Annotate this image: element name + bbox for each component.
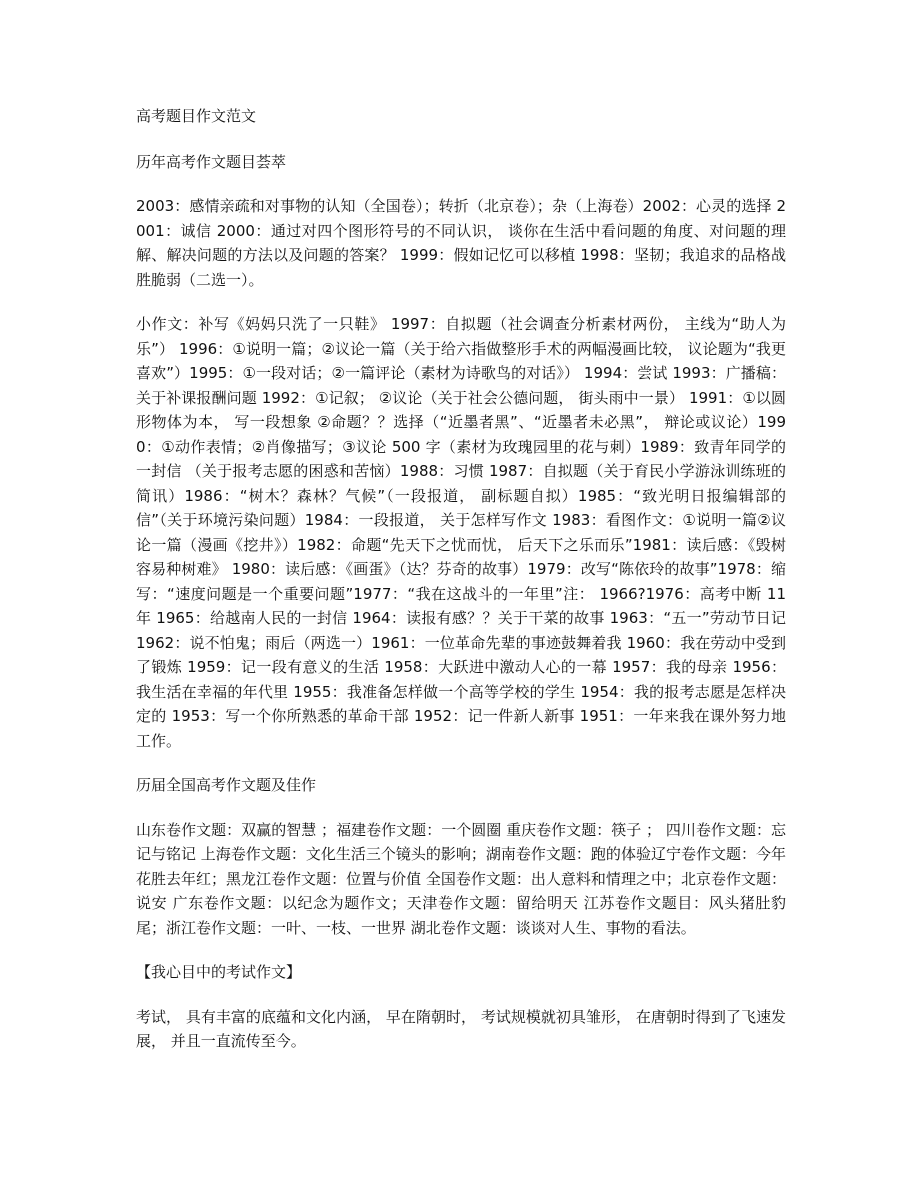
document-title: 高考题目作文范文 [136,107,257,125]
section-heading-national-topics: 历届全国高考作文题及佳作 [136,776,317,794]
paragraph-small-essays: 小作文：补写《妈妈只洗了一只鞋》 1997：自拟题（社会调查分析素材两份， 主线为“助人为乐”） 1996：①说明一篇；②议论一篇（关于给六指做整形手术的两幅漫画比较， 议论题为“我更喜欢”）1995：①一段对话；②一篇评论（素材为诗歌鸟的对话》） 1994：尝试 1993：广播稿：关于补课报酬问题 1992：①记叙； ②议论（关于社会公德问题， 街头雨中一景） 1991：①以圆形物体为本， 写一段想象 ②命题？？选择（“近墨者黑”、“近墨者未必黑”， 辩论或议论）1990：①动作表情；②肖像描写；③议论 500 字（素材为玫瑰园里的花与刺）1989：致青年同学的一封信 （关于报考志愿的困惑和苦恼）1988：习惯 1987：自拟题（关于育民小学游泳训练班的简讯）1986：“树木？森林？气候”（一段报道， 副标题自拟）1985：“致光明日报编辑部的信”（关于环境污染问题）1984：一段报道， 关于怎样写作文 1983：看图作文：①说明一篇②议论一篇（漫画《挖井》）1982：命题“先天下之忧而忧， 后天下之乐而乐”1981：读后感：《毁树容易种树难》 1980：读后感：《画蛋》（达？芬奇的故事）1979：改写“陈依玲的故事”1978：缩写：“速度问题是一个重要问题”1977：“我在这战斗的一年里”注： 1966?1976：高考中断 11 年 1965：给越南人民的一封信 1964：读报有感？？关于干菜的故事 1963：“五一”劳动节日记 1962：说不怕鬼；雨后（两选一）1961：一位革命先辈的事迹鼓舞着我 1960：我在劳动中受到了锻炼 1959：记一段有意义的生活 1958：大跃进中激动人心的一幕 1957：我的母亲 1956：我生活在幸福的年代里 1955：我准备怎样做一个高等学校的学生 1954：我的报考志愿是怎样决定的 1953：写一个你所熟悉的革命干部 1952：记一件新人新事 1951：一年来我在课外努力地工作。 [136,315,786,750]
section-heading-my-exam-essay: 【我心目中的考试作文】 [136,963,302,981]
section-heading-past-topics: 历年高考作文题目荟萃 [136,152,287,171]
document-page [136,104,786,1054]
paragraph-2003-1998: 2003：感情亲疏和对事物的认知（全国卷）；转折（北京卷）；杂（上海卷）2002：心灵的选择 2001：诚信 2000：通过对四个图形符号的不同认识， 谈你在生活中看问题的角度、对问题的理解、解决问题的方法以及问题的答案？ 1999：假如记忆可以移植 1998：坚韧；我追求的品格战胜脆弱（二选一）。 [136,197,786,289]
paragraph-exam-essay: 考试， 具有丰富的底蕴和文化内涵， 早在隋朝时， 考试规模就初具雏形， 在唐朝时得到了飞速发展， 并且一直流传至今。 [136,1007,786,1050]
paragraph-province-topics: 山东卷作文题：双赢的智慧 ；福建卷作文题：一个圆圈 重庆卷作文题：筷子 ； 四川卷作文题：忘记与铭记 上海卷作文题：文化生活三个镜头的影响；湖南卷作文题：跑的体验辽宁卷作文题：今年花胜去年红；黑龙江卷作文题：位置与价值 全国卷作文题：出人意料和情理之中；北京卷作文题：说安 广东卷作文题：以纪念为题作文；天津卷作文题：留给明天 江苏卷作文题目：风头猪肚豹尾；浙江卷作文题：一叶、一枝、一世界 湖北卷作文题：谈谈对人生、事物的看法。 [136,820,786,937]
